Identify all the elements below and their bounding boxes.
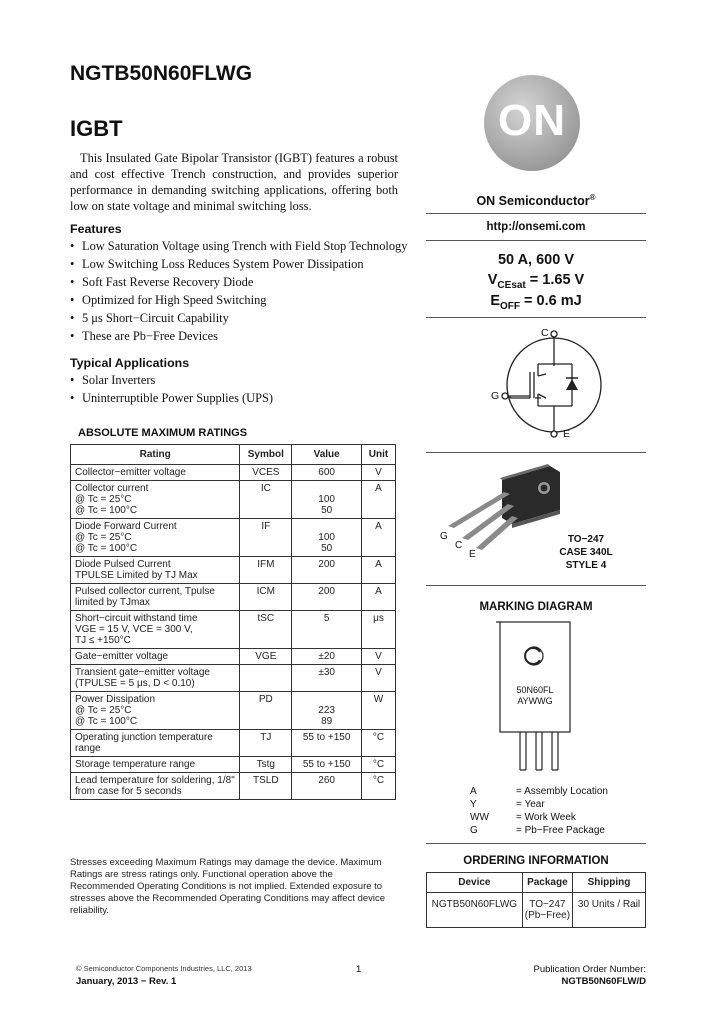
ratings-cell-symbol [240, 665, 292, 692]
ratings-row [71, 692, 396, 730]
ratings-cell-value: ±20 [292, 649, 362, 665]
ratings-cell-symbol: IFM [240, 557, 292, 584]
footer-pub-label: Publication Order Number: [533, 964, 646, 975]
ratings-cell-rating: Short−circuit withstand time VGE = 15 V, VCE = 300 V, TJ ≤ +150°C [71, 611, 240, 649]
package-pin-label: G [440, 531, 448, 542]
ratings-header-symbol: Symbol [240, 445, 292, 465]
marking-line-1: 50N60FL [516, 685, 554, 695]
feature-item: • Low Switching Loss Reduces System Power Dissipation [70, 255, 410, 273]
on-logo [484, 75, 580, 171]
package-pin-label: E [469, 549, 476, 560]
package-name: TO−247 [567, 534, 605, 545]
ratings-cell-symbol: Tstg [240, 757, 292, 773]
package-pin-label: C [455, 540, 463, 551]
applications-list [70, 371, 410, 407]
ratings-row [71, 519, 396, 557]
ratings-cell-unit: °C [362, 773, 396, 800]
ratings-row [71, 773, 396, 800]
ratings-cell-value: 55 to +150 [292, 730, 362, 757]
ratings-cell-value: 200 [292, 557, 362, 584]
ordering-table [426, 872, 646, 928]
ratings-cell-unit: A [362, 584, 396, 611]
schematic-label-emitter: E [563, 428, 571, 440]
ratings-row [71, 757, 396, 773]
legend-code: A [470, 786, 477, 797]
ratings-cell-symbol: VGE [240, 649, 292, 665]
ratings-row [71, 584, 396, 611]
ratings-row [71, 481, 396, 519]
ratings-cell-symbol: tSC [240, 611, 292, 649]
igbt-schematic [480, 322, 605, 447]
ratings-row [71, 730, 396, 757]
ratings-cell-rating: Power Dissipation @ Tc = 25°C @ Tc = 100°C [71, 692, 240, 730]
legend-code: Y [470, 799, 477, 810]
ratings-header-rating: Rating [71, 445, 240, 465]
ratings-cell-unit: μs [362, 611, 396, 649]
website-link[interactable]: http://onsemi.com [486, 221, 586, 233]
ordering-title: ORDERING INFORMATION [463, 855, 609, 867]
ratings-cell-rating: Lead temperature for soldering, 1/8" from case for 5 seconds [71, 773, 240, 800]
ratings-cell-symbol: VCES [240, 465, 292, 481]
ratings-cell-rating: Collector current @ Tc = 25°C @ Tc = 100°C [71, 481, 240, 519]
footer-pub-number: NGTB50N60FLW/D [561, 976, 646, 987]
package-style: STYLE 4 [565, 560, 607, 571]
ratings-cell-rating: Transient gate−emitter voltage (TPULSE = 5 μs, D < 0.10) [71, 665, 240, 692]
legend-desc: = Pb−Free Package [516, 825, 605, 836]
ordering-shipping: 30 Units / Rail [573, 893, 646, 928]
legend-desc: = Year [516, 799, 545, 810]
ratings-cell-value: 55 to +150 [292, 757, 362, 773]
legend-code: WW [470, 812, 489, 823]
feature-item: • 5 μs Short−Circuit Capability [70, 309, 410, 327]
applications-heading: Typical Applications [70, 356, 190, 370]
ratings-cell-symbol: IF [240, 519, 292, 557]
divider [426, 452, 646, 453]
ratings-cell-value: 200 [292, 584, 362, 611]
ratings-cell-unit: °C [362, 757, 396, 773]
ordering-header-device: Device [427, 873, 523, 893]
logo-text: ON [498, 96, 566, 145]
ratings-cell-value: 5 [292, 611, 362, 649]
ratings-row [71, 665, 396, 692]
ratings-cell-rating: Collector−emitter voltage [71, 465, 240, 481]
legend-desc: = Work Week [516, 812, 576, 823]
ratings-cell-rating: Gate−emitter voltage [71, 649, 240, 665]
ratings-header-unit: Unit [362, 445, 396, 465]
feature-item: • Soft Fast Reverse Recovery Diode [70, 273, 410, 291]
divider [426, 213, 646, 214]
feature-item: • Optimized for High Speed Switching [70, 291, 410, 309]
ratings-cell-rating: Diode Pulsed Current TPULSE Limited by TJ Max [71, 557, 240, 584]
intro-paragraph: This Insulated Gate Bipolar Transistor (IGBT) features a robust and cost effective Trench construction, and provides superior performance in demanding switching applications, offering both low on state voltage and minimal switching loss. [70, 151, 398, 213]
schematic-label-collector: C [541, 327, 549, 339]
ratings-table [70, 444, 396, 800]
legend-desc: = Assembly Location [516, 786, 608, 797]
ordering-device: NGTB50N60FLWG [427, 893, 523, 928]
marking-legend [470, 785, 608, 837]
spec-eoff: $E_{OFF} = 0.6$ mJ [490, 293, 582, 312]
application-item: • Uninterruptible Power Supplies (UPS) [70, 389, 410, 407]
ratings-row [71, 611, 396, 649]
schematic-label-gate: G [491, 390, 500, 402]
package-case: CASE 340L [559, 547, 613, 558]
ratings-cell-value: 100 50 [292, 519, 362, 557]
ratings-cell-unit: V [362, 649, 396, 665]
footer-copyright: © Semiconductor Components Industries, LLC, 2013 [76, 964, 252, 973]
ratings-cell-rating: Diode Forward Current @ Tc = 25°C @ Tc = 100°C [71, 519, 240, 557]
ratings-row [71, 649, 396, 665]
ratings-cell-rating: Pulsed collector current, Tpulse limited by TJmax [71, 584, 240, 611]
divider [426, 240, 646, 241]
divider [426, 317, 646, 318]
spec-vcesat: $V_{CEsat} = 1.65$ V [487, 272, 585, 291]
ratings-cell-unit: A [362, 481, 396, 519]
features-list [70, 237, 410, 345]
ratings-cell-unit: V [362, 465, 396, 481]
ratings-cell-symbol: TSLD [240, 773, 292, 800]
spec-current-voltage: 50 A, 600 V [497, 252, 575, 268]
ratings-cell-unit: V [362, 665, 396, 692]
device-type-heading: IGBT [70, 116, 123, 141]
ratings-cell-symbol: PD [240, 692, 292, 730]
ratings-cell-value: 600 [292, 465, 362, 481]
marking-text [500, 685, 570, 707]
ratings-cell-rating: Operating junction temperature range [71, 730, 240, 757]
ratings-row [71, 465, 396, 481]
marking-line-2: AYWWG [517, 696, 553, 706]
ratings-cell-unit: A [362, 557, 396, 584]
ratings-title: ABSOLUTE MAXIMUM RATINGS [78, 427, 248, 439]
package-info [546, 533, 626, 572]
ratings-cell-unit: W [362, 692, 396, 730]
ordering-package: TO−247 (Pb−Free) [522, 893, 572, 928]
legend-code: G [470, 825, 478, 836]
feature-item: • These are Pb−Free Devices [70, 327, 410, 345]
part-number: NGTB50N60FLWG [70, 62, 253, 85]
marking-diagram-title: MARKING DIAGRAM [479, 601, 593, 613]
ratings-cell-value: 223 89 [292, 692, 362, 730]
ratings-header-value: Value [292, 445, 362, 465]
ratings-cell-unit: °C [362, 730, 396, 757]
footer-page-number: 1 [356, 964, 362, 975]
ratings-row [71, 557, 396, 584]
feature-item: • Low Saturation Voltage using Trench with Field Stop Technology [70, 237, 410, 255]
ratings-cell-value: 260 [292, 773, 362, 800]
divider [426, 585, 646, 586]
features-heading: Features [70, 222, 122, 236]
ordering-header-shipping: Shipping [573, 873, 646, 893]
ratings-cell-symbol: TJ [240, 730, 292, 757]
ordering-header-package: Package [522, 873, 572, 893]
footer-date-rev: January, 2013 − Rev. 1 [76, 976, 177, 987]
stress-note: Stresses exceeding Maximum Ratings may damage the device. Maximum Ratings are stress ratings only. Functional operation above the Recommended Operating Conditions is not implied. Extended exposure to stresses above the Recommended Operating Conditions may affect device reliability. [70, 857, 386, 916]
ratings-cell-symbol: ICM [240, 584, 292, 611]
application-item: • Solar Inverters [70, 371, 410, 389]
brand-name: ON Semiconductor® [476, 193, 596, 209]
ratings-cell-value: ±30 [292, 665, 362, 692]
divider [426, 843, 646, 844]
ratings-cell-unit: A [362, 519, 396, 557]
ratings-cell-symbol: IC [240, 481, 292, 519]
ratings-cell-rating: Storage temperature range [71, 757, 240, 773]
ratings-cell-value: 100 50 [292, 481, 362, 519]
